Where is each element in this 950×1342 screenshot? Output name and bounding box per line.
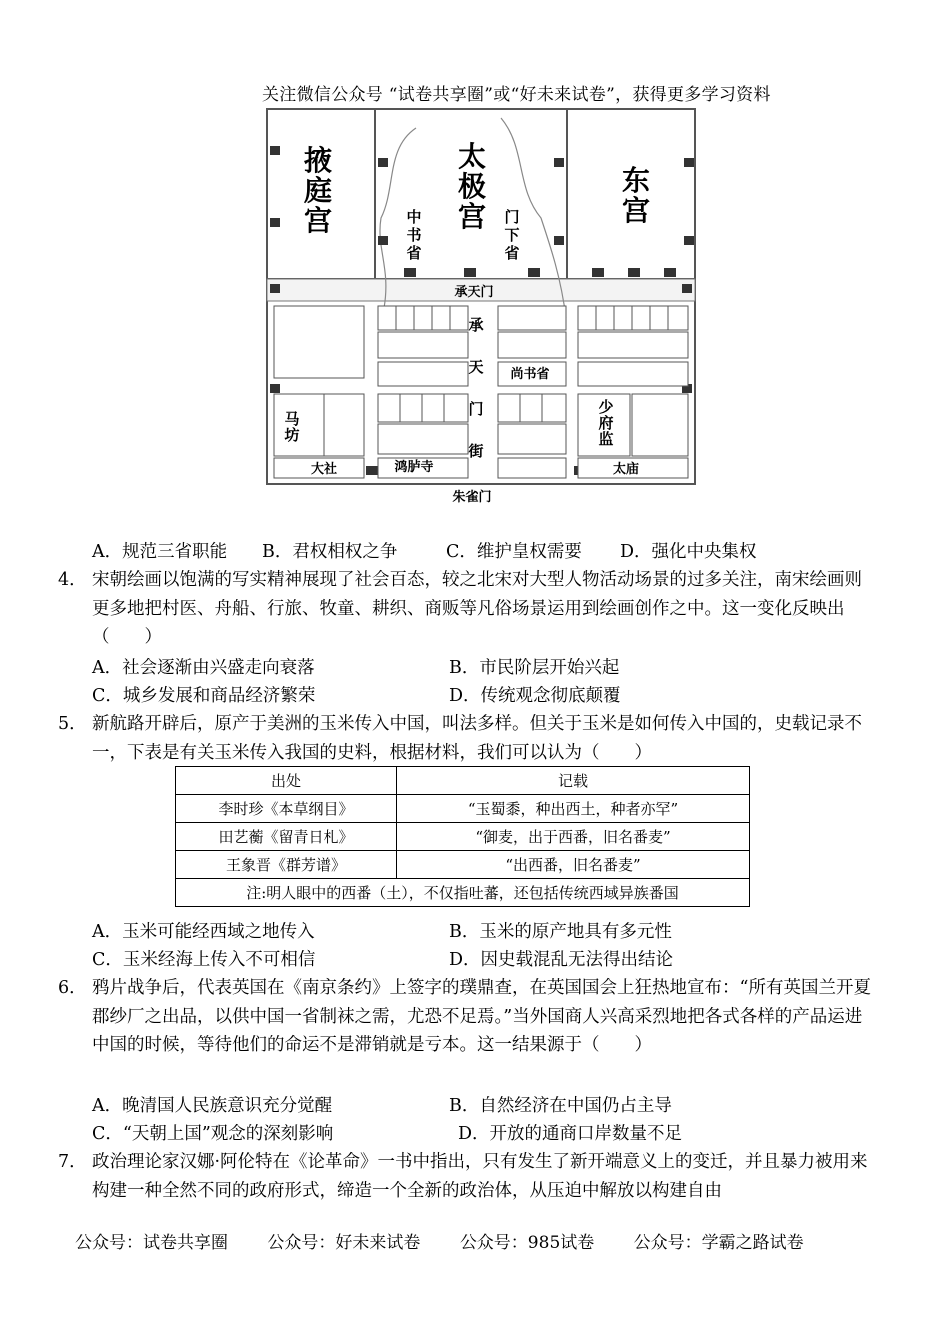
- map-label-char: 监: [598, 430, 614, 448]
- question-5-number: 5．: [58, 714, 87, 734]
- q4-option-a: A．社会逐渐由兴盛走向衰落: [92, 658, 315, 678]
- map-label-char: 门: [504, 208, 520, 226]
- map-label-char: 天: [468, 358, 484, 376]
- table-row: [176, 795, 750, 823]
- table-cell: 李时珍《本草纲目》: [176, 795, 397, 823]
- source-table-wrap: [175, 766, 750, 907]
- table-cell: “出西番，旧名番麦”: [397, 851, 750, 879]
- table-header-row: [176, 767, 750, 795]
- table-cell: “御麦，出于西番，旧名番麦”: [397, 823, 750, 851]
- table-note: 注:明人眼中的西番（土），不仅指吐蕃，还包括传统西域异族番国: [176, 879, 750, 907]
- footer-item: 公众号：试卷共享圈: [75, 1233, 228, 1253]
- source-table: [175, 766, 750, 907]
- page-header: 关注微信公众号 “试卷共享圈”或“好未来试卷”，获得更多学习资料: [262, 85, 771, 105]
- label-menxia: [504, 208, 519, 262]
- q3-option-b: B．君权相权之争: [262, 542, 398, 562]
- map-label-char: 太: [457, 140, 487, 173]
- map-label-char: 宫: [621, 194, 651, 227]
- map-label-char: 马: [284, 410, 300, 428]
- map-label-char: 宫: [303, 204, 333, 237]
- question-5-text: 新航路开辟后，原产于美洲的玉米传入中国，叫法多样。但关于玉米是如何传入中国的，史载记录不一，下表是有关玉米传入我国的史料，根据材料，我们可以认为（ ）: [92, 714, 862, 763]
- question-4-number: 4．: [58, 570, 87, 590]
- table-header-source: 出处: [176, 767, 397, 795]
- map-label-char: 少: [598, 398, 614, 416]
- label-mafang: [283, 410, 299, 444]
- table-row: [176, 823, 750, 851]
- q6-option-c: C．“天朝上国”观念的深刻影响: [92, 1124, 334, 1144]
- footer-item: 公众号：好未来试卷: [267, 1233, 421, 1253]
- label-shangshu: 尚书省: [510, 367, 550, 382]
- question-6-text: 鸦片战争后，代表英国在《南京条约》上签字的璞鼎查，在英国国会上狂热地宣布：“所有英国兰开夏郡纱厂之出品，以供中国一省制袜之需，尤恐不足焉。”当外国商人兴高采烈地把各式各样的产品运进中国的时候，等待他们的命运不是滞销就是亏本。这一结果源于（ ）: [92, 978, 871, 1055]
- map-label-char: 宫: [457, 200, 487, 233]
- label-dashe: 大社: [310, 462, 338, 477]
- q6-option-a: A．晚清国人民族意识充分觉醒: [92, 1096, 333, 1116]
- question-6: [58, 974, 878, 1060]
- question-7-text: 政治理论家汉娜·阿伦特在《论革命》一书中指出，只有发生了新开端意义上的变迁，并且暴力被用来构建一种全然不同的政府形式，缔造一个全新的政治体，从压迫中解放以构建自由: [92, 1152, 868, 1201]
- label-zhuque: 朱雀门: [452, 490, 492, 505]
- q3-option-a: A．规范三省职能: [92, 542, 228, 562]
- q5-option-d: D．因史载混乱无法得出结论: [449, 950, 674, 970]
- map-label-char: 街: [468, 442, 484, 460]
- map-label-char: 中: [406, 208, 422, 226]
- label-zhongshu: [406, 208, 421, 262]
- label-taimiao: 太庙: [612, 462, 640, 477]
- q5-option-b: B．玉米的原产地具有多元性: [449, 922, 672, 942]
- label-honglu: 鸿胪寺: [394, 460, 434, 475]
- q5-option-c: C．玉米经海上传入不可相信: [92, 950, 316, 970]
- map-label-char: 书: [406, 226, 422, 244]
- label-shaofu: [598, 398, 613, 448]
- q4-option-b: B．市民阶层开始兴起: [449, 658, 620, 678]
- question-4: [58, 566, 878, 652]
- footer-item: 公众号：学霸之路试卷: [633, 1233, 804, 1253]
- map-label-char: 庭: [303, 174, 333, 207]
- question-7-number: 7．: [58, 1152, 87, 1172]
- palace-map: [266, 108, 696, 508]
- table-cell: 田艺蘅《留青日札》: [176, 823, 397, 851]
- table-cell: 王象晋《群芳谱》: [176, 851, 397, 879]
- map-label-char: 掖: [303, 144, 333, 177]
- q6-option-b: B．自然经济在中国仍占主导: [449, 1096, 672, 1116]
- map-label-char: 门: [468, 400, 484, 418]
- label-chengtianmen: 承天门: [454, 285, 494, 300]
- q6-option-d: D．开放的通商口岸数量不足: [458, 1124, 683, 1144]
- map-label-char: 省: [504, 244, 520, 262]
- label-yeting: [304, 144, 332, 237]
- map-label-char: 东: [621, 164, 651, 197]
- label-donggong: [622, 164, 650, 227]
- footer-item: 公众号：985试卷: [459, 1233, 595, 1253]
- q4-option-d: D．传统观念彻底颠覆: [449, 686, 621, 706]
- question-4-text: 宋朝绘画以饱满的写实精神展现了社会百态，较之北宋对大型人物活动场景的过多关注，南宋绘画则更多地把村医、舟船、行旅、牧童、耕织、商贩等凡俗场景运用到绘画创作之中。这一变化反映出（ ）: [92, 570, 862, 647]
- question-6-number: 6．: [58, 978, 87, 998]
- map-label-char: 府: [598, 414, 614, 432]
- map-label-char: 极: [457, 170, 487, 203]
- table-header-record: 记载: [397, 767, 750, 795]
- q3-option-d: D．强化中央集权: [620, 542, 757, 562]
- table-row: [176, 851, 750, 879]
- palace-map-svg: [266, 108, 696, 508]
- question-5: [58, 710, 878, 767]
- map-label-char: 承: [468, 316, 484, 334]
- q3-option-c: C．维护皇权需要: [446, 542, 582, 562]
- table-note-row: [176, 879, 750, 907]
- map-label-char: 下: [504, 226, 520, 244]
- question-7: [58, 1148, 878, 1205]
- q4-option-c: C．城乡发展和商品经济繁荣: [92, 686, 316, 706]
- map-label-char: 省: [406, 244, 422, 262]
- page-footer: [75, 1228, 838, 1253]
- label-taiji: [458, 140, 486, 233]
- table-cell: “玉蜀黍，种出西土，种者亦罕”: [397, 795, 750, 823]
- map-label-char: 坊: [284, 426, 300, 444]
- q5-option-a: A．玉米可能经西域之地传入: [92, 922, 315, 942]
